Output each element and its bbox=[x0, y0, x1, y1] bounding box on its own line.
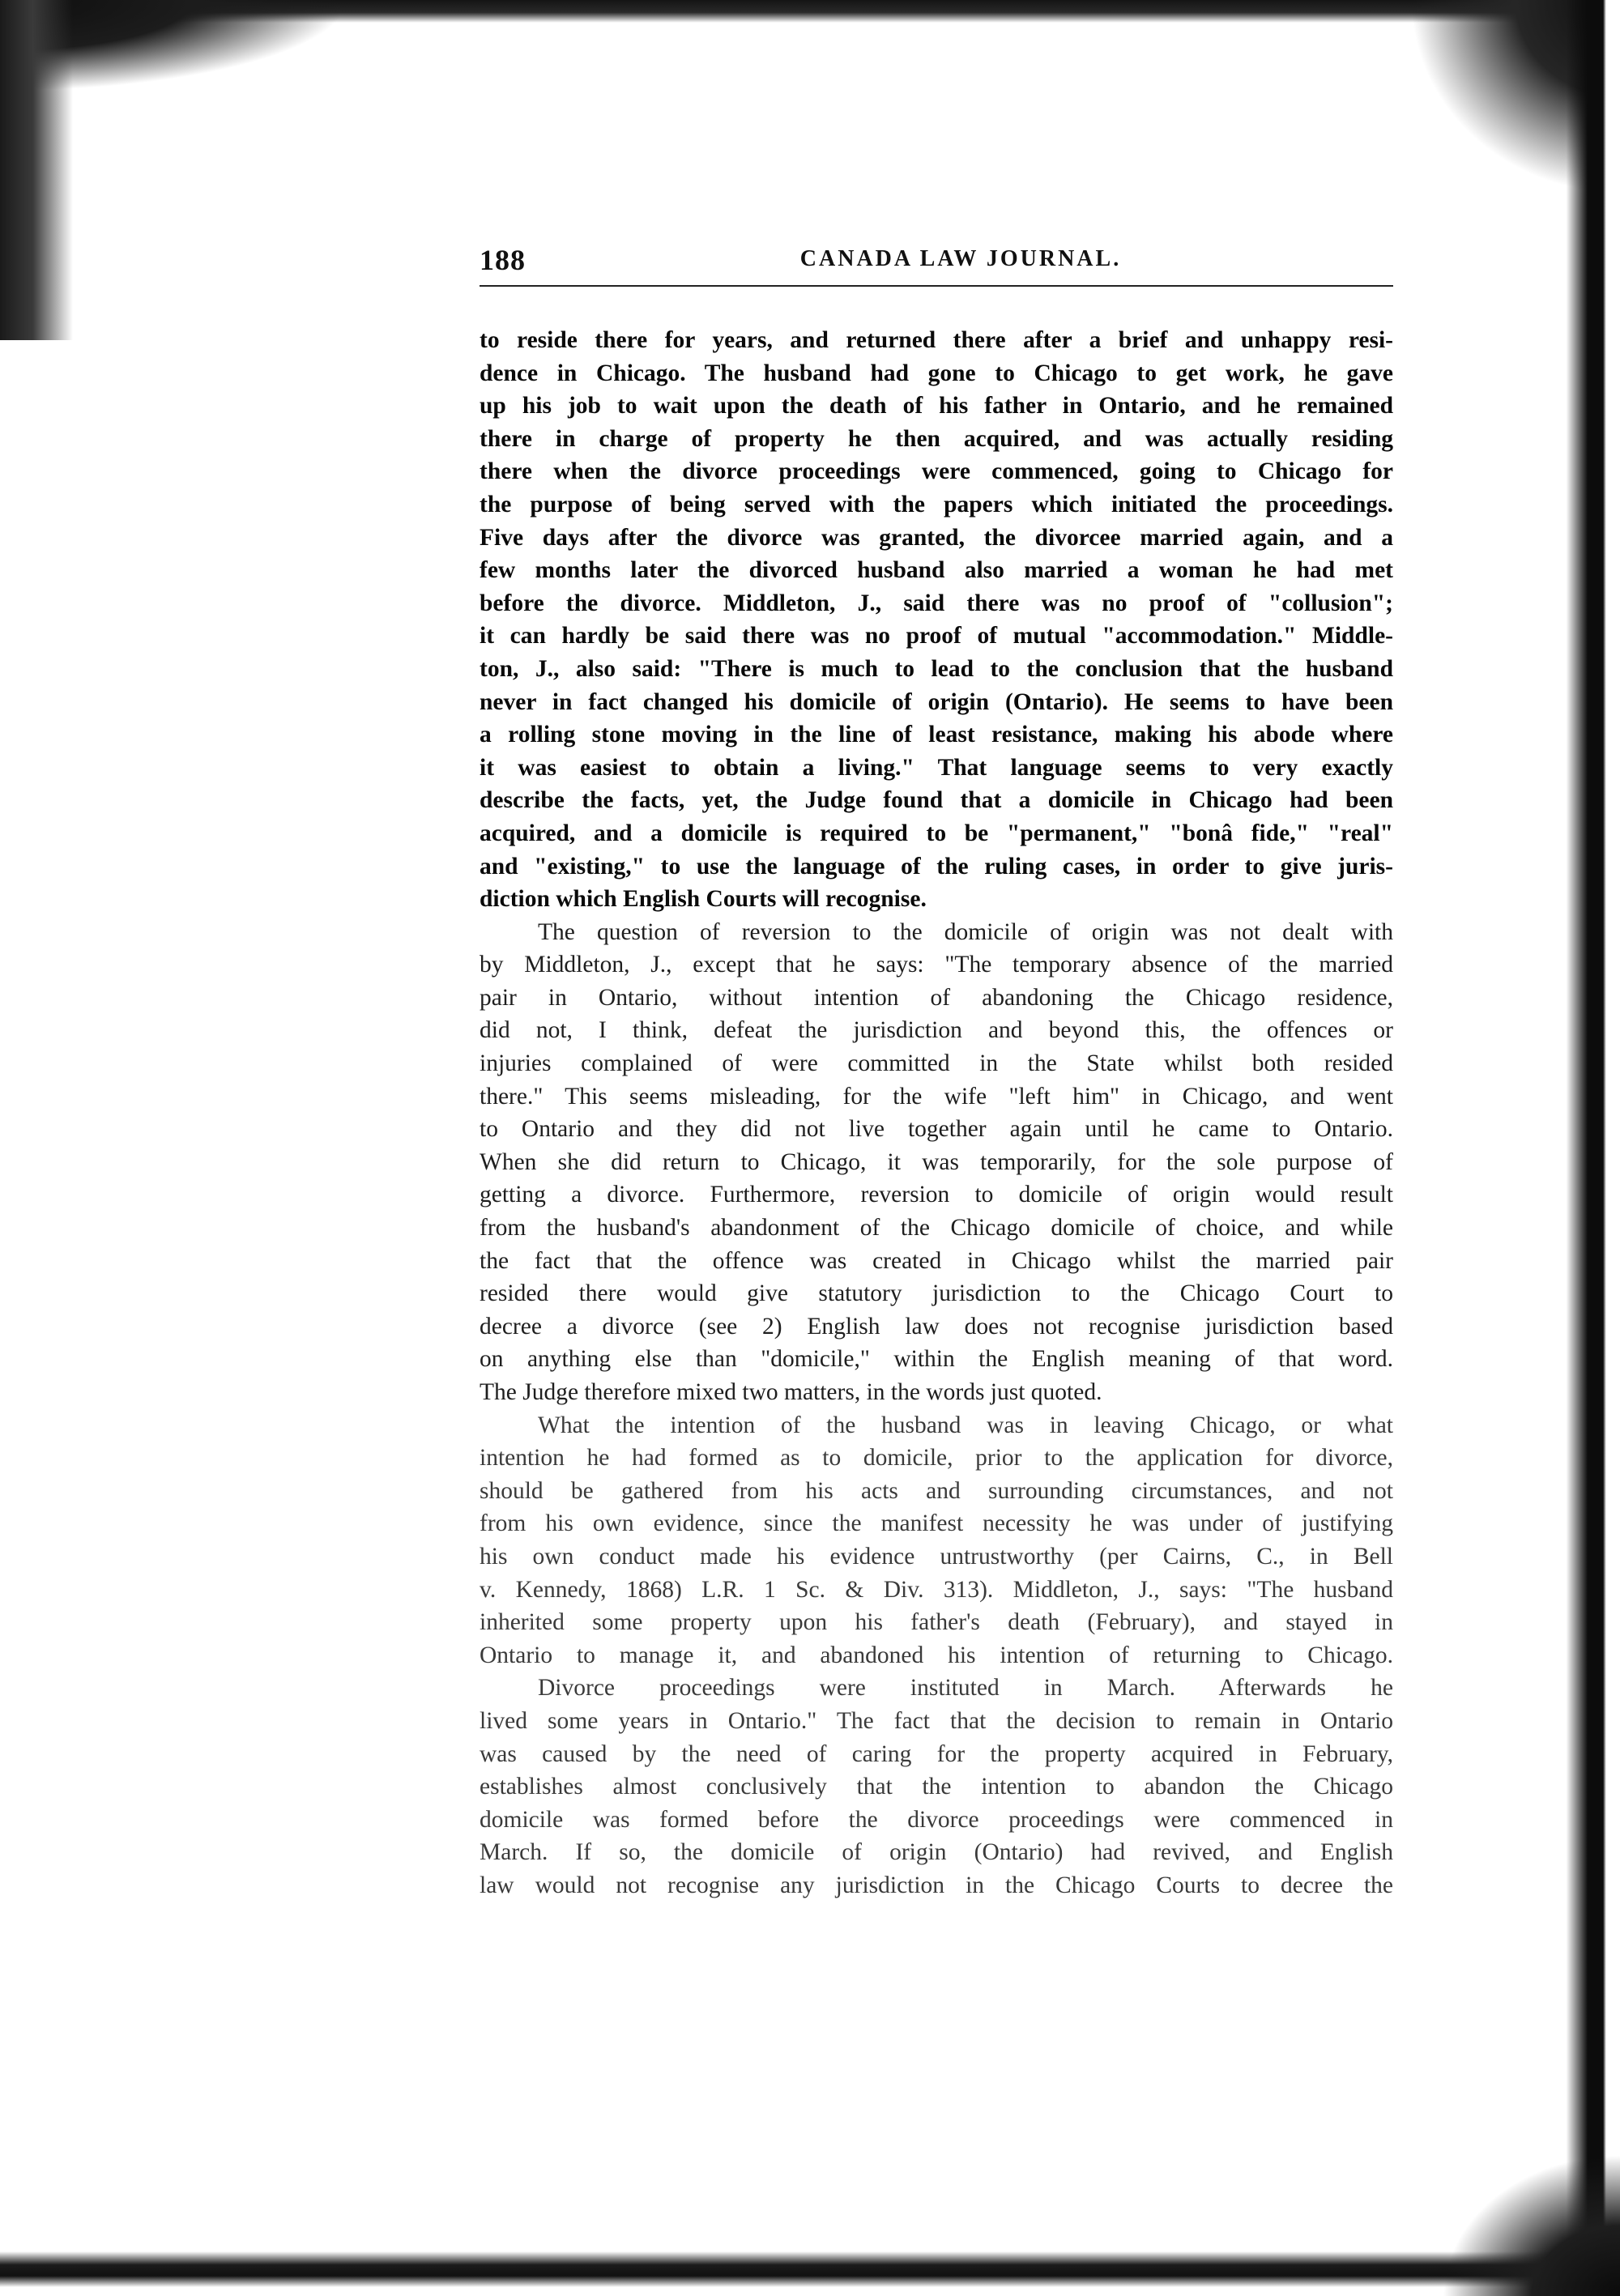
text-line: resided there would give statutory jurisdiction to the Chicago Court to bbox=[480, 1280, 1393, 1307]
text-line: from the husband's abandonment of the Chicago domicile of choice, and while bbox=[480, 1215, 1393, 1242]
paragraph-2 bbox=[480, 916, 1393, 1409]
text-line: v. Kennedy, 1868) L.R. 1 Sc. & Div. 313). Middleton, J., says: "The husband bbox=[480, 1576, 1393, 1603]
page-number: 188 bbox=[480, 244, 526, 276]
text-line: a rolling stone moving in the line of least resistance, making his abode where bbox=[480, 722, 1393, 748]
text-line: injuries complained of were committed in the State whilst both resided bbox=[480, 1050, 1393, 1077]
text-line: his own conduct made his evidence untrustworthy (per Cairns, C., in Bell bbox=[480, 1543, 1393, 1570]
text-line: describe the facts, yet, the Judge found that a domicile in Chicago had been bbox=[480, 787, 1393, 814]
paragraph-3 bbox=[480, 1409, 1393, 1902]
text-line: The Judge therefore mixed two matters, in the words just quoted. bbox=[480, 1379, 1102, 1405]
text-line: it can hardly be said there was no proof of mutual "accommodation." Middle- bbox=[480, 623, 1393, 650]
text-line: to Ontario and they did not live together again until he came to Ontario. bbox=[480, 1116, 1393, 1143]
text-line: by Middleton, J., except that he says: "The temporary absence of the married bbox=[480, 952, 1393, 978]
journal-page bbox=[480, 243, 1393, 1902]
text-line: The question of reversion to the domicile of origin was not dealt with bbox=[538, 918, 1393, 945]
text-line: there in charge of property he then acquired, and was actually residing bbox=[480, 425, 1393, 452]
text-line: did not, I think, defeat the jurisdiction and beyond this, the offences or bbox=[480, 1017, 1393, 1044]
running-head bbox=[480, 243, 1393, 287]
scan-shadow-bottom-right bbox=[1442, 2154, 1620, 2296]
text-line: establishes almost conclusively that the intention to abandon the Chicago bbox=[480, 1774, 1393, 1800]
text-line: decree a divorce (see 2) English law does not recognise jurisdiction based bbox=[480, 1313, 1393, 1340]
text-line: before the divorce. Middleton, J., said there was no proof of "collusion"; bbox=[480, 590, 1393, 616]
text-line: was caused by the need of caring for the property acquired in February, bbox=[480, 1740, 1393, 1767]
text-line: from his own evidence, since the manifest necessity he was under of justifying bbox=[480, 1510, 1393, 1537]
scan-edge-left bbox=[0, 0, 73, 340]
text-line: Divorce proceedings were instituted in March. Afterwards he bbox=[538, 1675, 1393, 1702]
text-line: ton, J., also said: "There is much to lead to the conclusion that the husband bbox=[480, 655, 1393, 682]
text-line: dence in Chicago. The husband had gone to Chicago to get work, he gave bbox=[480, 360, 1393, 386]
paragraph-1 bbox=[480, 324, 1393, 916]
text-line: it was easiest to obtain a living." That language seems to very exactly bbox=[480, 754, 1393, 781]
text-line: diction which English Courts will recognise. bbox=[480, 886, 927, 913]
text-line: What the intention of the husband was in leaving Chicago, or what bbox=[538, 1412, 1393, 1438]
text-line: never in fact changed his domicile of origin (Ontario). He seems to have been bbox=[480, 688, 1393, 715]
text-line: law would not recognise any jurisdiction in the Chicago Courts to decree the bbox=[480, 1872, 1393, 1898]
journal-title: CANADA LAW JOURNAL. bbox=[799, 246, 1122, 271]
text-line: domicile was formed before the divorce proceedings were commenced in bbox=[480, 1806, 1393, 1833]
text-line: acquired, and a domicile is required to be "permanent," "bonâ fide," "real" bbox=[480, 820, 1393, 846]
text-line: getting a divorce. Furthermore, reversion to domicile of origin would result bbox=[480, 1182, 1393, 1208]
text-line: inherited some property upon his father's death (February), and stayed in bbox=[480, 1609, 1393, 1636]
text-line: up his job to wait upon the death of his father in Ontario, and he remained bbox=[480, 393, 1393, 420]
text-line: intention he had formed as to domicile, prior to the application for divorce, bbox=[480, 1445, 1393, 1472]
text-line: lived some years in Ontario." The fact that the decision to remain in Ontario bbox=[480, 1707, 1393, 1734]
text-line: on anything else than "domicile," within the English meaning of that word. bbox=[480, 1346, 1393, 1373]
text-line: should be gathered from his acts and surrounding circumstances, and not bbox=[480, 1477, 1393, 1504]
text-line: Five days after the divorce was granted, the divorcee married again, and a bbox=[480, 524, 1393, 551]
text-line: the fact that the offence was created in Chicago whilst the married pair bbox=[480, 1247, 1393, 1274]
text-line: to reside there for years, and returned there after a brief and unhappy resi- bbox=[480, 327, 1393, 353]
text-line: few months later the divorced husband also married a woman he had met bbox=[480, 557, 1393, 584]
text-line: pair in Ontario, without intention of abandoning the Chicago residence, bbox=[480, 984, 1393, 1011]
text-line: and "existing," to use the language of the ruling cases, in order to give juris- bbox=[480, 853, 1393, 880]
text-line: Ontario to manage it, and abandoned his intention of returning to Chicago. bbox=[480, 1642, 1393, 1668]
scan-edge-bottom bbox=[0, 2251, 1620, 2296]
scan-edge-right bbox=[1543, 0, 1620, 2296]
text-line: there when the divorce proceedings were commenced, going to Chicago for bbox=[480, 458, 1393, 485]
text-line: there." This seems misleading, for the wife "left him" in Chicago, and went bbox=[480, 1083, 1393, 1110]
text-line: the purpose of being served with the papers which initiated the proceedings. bbox=[480, 491, 1393, 518]
text-line: When she did return to Chicago, it was temporarily, for the sole purpose of bbox=[480, 1148, 1393, 1175]
text-line: March. If so, the domicile of origin (Ontario) had revived, and English bbox=[480, 1839, 1393, 1866]
